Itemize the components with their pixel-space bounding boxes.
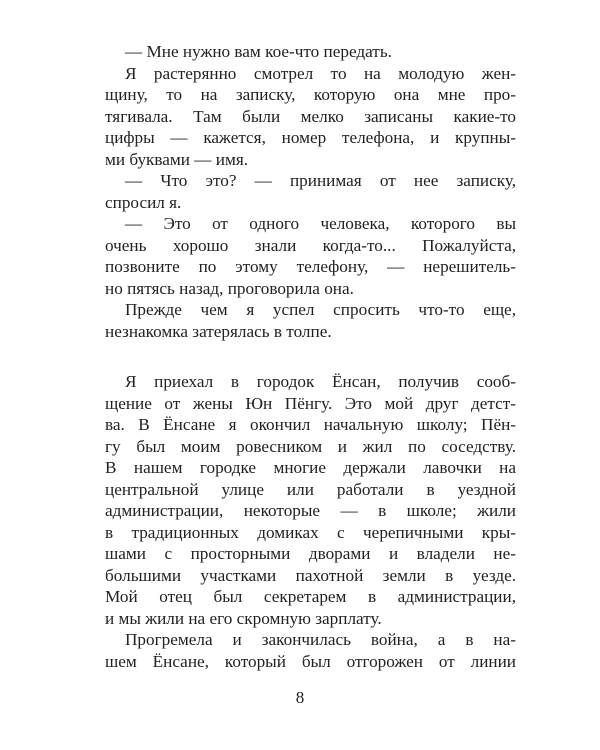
page-number: 8 — [295, 688, 305, 707]
text-line: Я растерянно смотрел то на молодую жен- — [125, 63, 516, 83]
text-section-1 — [105, 41, 516, 342]
text-line: Я приехал в городок Ёнсан, получив сооб- — [125, 372, 516, 391]
text-line: щину, то на записку, которую она мне про- — [105, 85, 516, 104]
text-line: Мой отец был секретарем в администрации, — [105, 587, 516, 606]
text-line: ва. В Ёнсане я окончил начальную школу; Пён- — [105, 415, 516, 434]
text-line: в традиционных домиках с черепичными кры- — [105, 522, 516, 542]
text-line: администрации, некоторые — в школе; жили — [105, 501, 516, 520]
text-line: незнакомка затерялась в толпе. — [105, 321, 332, 341]
text-line: — Что это? — принимая от нее записку, — [125, 171, 516, 190]
text-line: Прежде чем я успел спросить что-то еще, — [125, 300, 516, 319]
text-line: очень хорошо знали когда-то... Пожалуйста, — [105, 235, 516, 255]
text-line: шем Ёнсане, который был отгорожен от линии — [105, 651, 516, 671]
text-line: щение от жены Юн Пёнгу. Это мой друг детст- — [105, 393, 516, 413]
text-line: — Мне нужно вам кое-что передать. — [125, 42, 392, 61]
text-line: но пятясь назад, проговорила она. — [105, 278, 354, 298]
text-line: Прогремела и закончилась война, а в на- — [125, 630, 516, 649]
text-line: — Это от одного человека, которого вы — [125, 214, 516, 233]
text-line: ми буквами — имя. — [105, 149, 249, 169]
text-line: тягивала. Там были мелко записаны какие-то — [105, 106, 516, 126]
text-line: спросил я. — [105, 192, 182, 212]
text-line: центральной улице или работали в уездной — [105, 479, 516, 499]
text-line: шами с просторными дворами и владели не- — [105, 544, 516, 563]
text-section-2 — [105, 371, 516, 672]
text-line: и мы жили на его скромную зарплату. — [105, 608, 382, 628]
text-line: гу был моим ровесником и жил по соседству. — [105, 436, 516, 456]
text-line: большими участками пахотной земли в уезде. — [105, 565, 516, 585]
text-line: В нашем городке многие держали лавочки на — [105, 458, 516, 477]
text-line: цифры — кажется, номер телефона, и крупны- — [105, 128, 516, 147]
text-line: позвоните по этому телефону, — нерешитель- — [105, 257, 516, 276]
